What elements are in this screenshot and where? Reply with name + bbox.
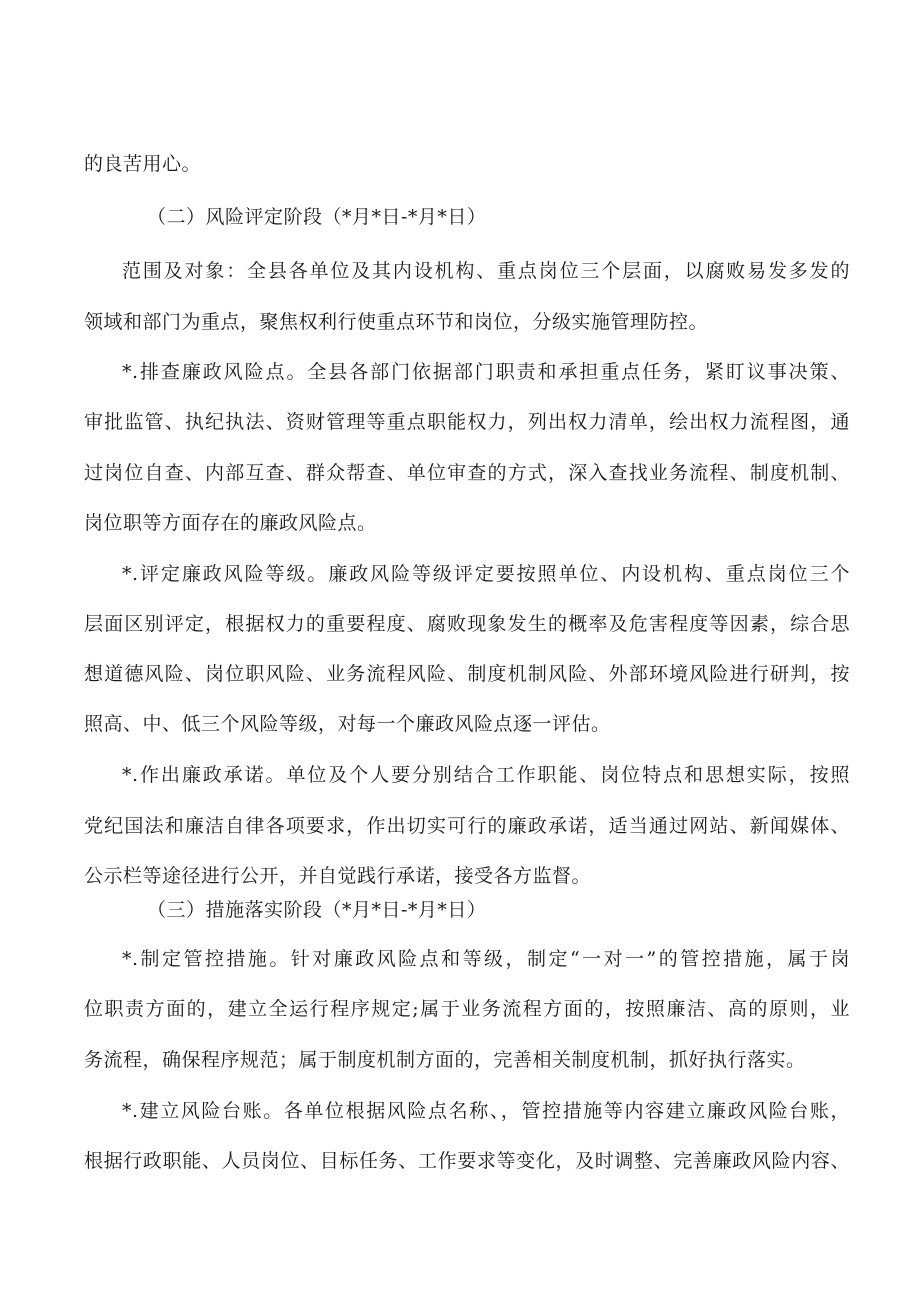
paragraph-line: *.建立风险台账。各单位根据风险点名称、，管控措施等内容建立廉政风险台账，	[122, 1100, 850, 1122]
paragraph-line: 务流程，确保程序规范；属于制度机制方面的，完善相关制度机制，抓好执行落实。	[84, 1049, 806, 1071]
paragraph-line: *.作出廉政承诺。单位及个人要分别结合工作职能、岗位特点和思想实际，按照	[122, 764, 850, 786]
paragraph-line: 范围及对象：全县各单位及其内设机构、重点岗位三个层面，以腐败易发多发的	[122, 260, 850, 282]
paragraph-line: *.制定管控措施。针对廉政风险点和等级，制定“一对一”的管控措施，属于岗	[122, 948, 850, 970]
paragraph-line: 公示栏等途径进行公开，并自觉践行承诺，接受各方监督。	[84, 865, 592, 887]
paragraph-line: 照高、中、低三个风险等级，对每一个廉政风险点逐一评估。	[84, 713, 611, 735]
paragraph-line: 根据行政职能、人员岗位、目标任务、工作要求等变化，及时调整、完善廉政风险内容、	[84, 1150, 850, 1172]
paragraph-line: 的良苦用心。	[84, 153, 202, 175]
paragraph-line: *.评定廉政风险等级。廉政风险等级评定要按照单位、内设机构、重点岗位三个	[122, 563, 850, 585]
section-heading: （二）风险评定阶段（*月*日-*月*日）	[147, 206, 487, 228]
paragraph-line: 岗位职等方面存在的廉政风险点。	[84, 512, 377, 534]
paragraph-line: 领域和部门为重点，聚焦权利行使重点环节和岗位，分级实施管理防控。	[84, 311, 709, 333]
paragraph-line: 位职责方面的，建立全运行程序规定;属于业务流程方面的，按照廉洁、高的原则，业	[84, 998, 850, 1020]
paragraph-line: 审批监管、执纪执法、资财管理等重点职能权力，列出权力清单，绘出权力流程图，通	[84, 411, 850, 433]
paragraph-line: 党纪国法和廉洁自律各项要求，作出切实可行的廉政承诺，适当通过网站、新闻媒体、	[84, 815, 850, 837]
paragraph-line: 想道德风险、岗位职风险、业务流程风险、制度机制风险、外部环境风险进行研判，按	[84, 663, 850, 685]
paragraph-line: 层面区别评定，根据权力的重要程度、腐败现象发生的概率及危害程度等因素，综合思	[84, 613, 850, 635]
paragraph-line: 过岗位自查、内部互查、群众帮查、单位审查的方式，深入查找业务流程、制度机制、	[84, 462, 850, 484]
section-heading: （三）措施落实阶段（*月*日-*月*日）	[147, 899, 487, 921]
paragraph-line: *.排查廉政风险点。全县各部门依据部门职责和承担重点任务，紧盯议事决策、	[122, 361, 850, 383]
